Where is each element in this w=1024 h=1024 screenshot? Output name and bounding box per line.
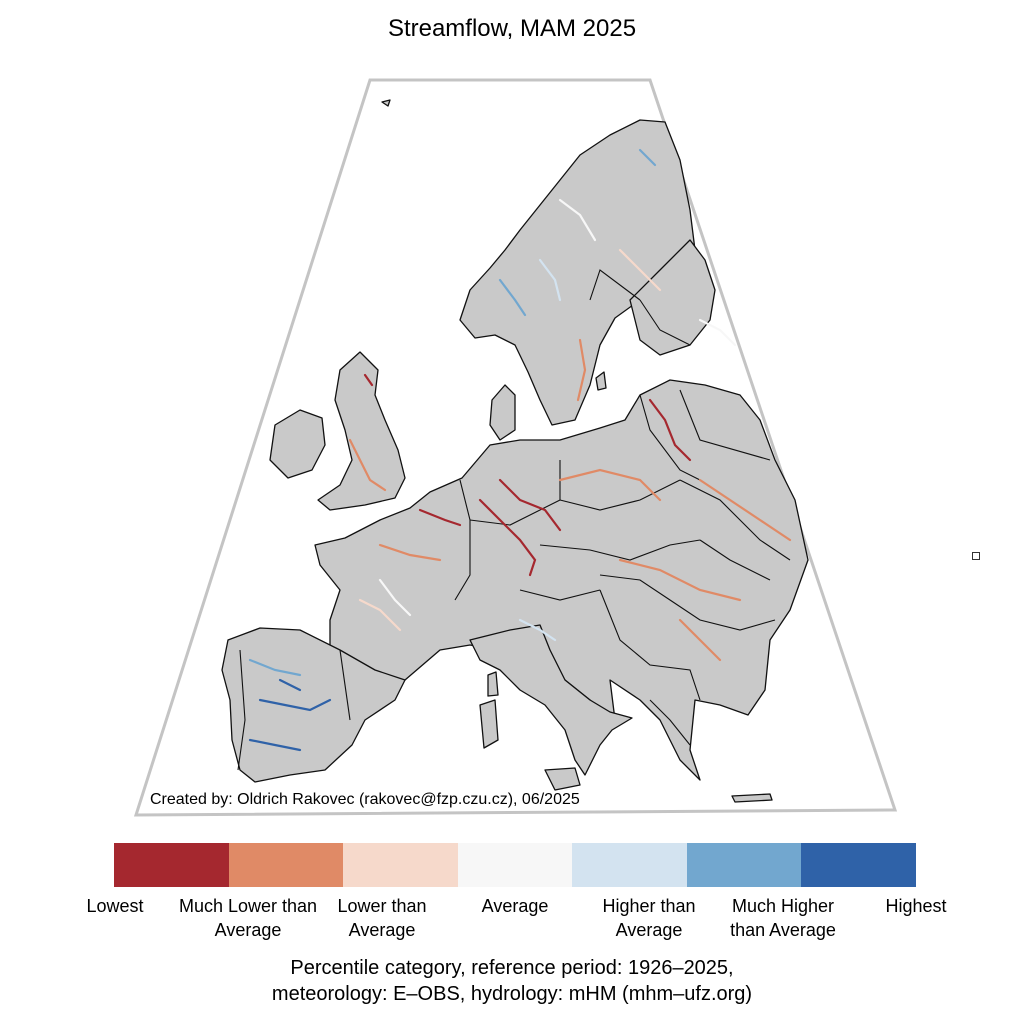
map-credit: Created by: Oldrich Rakovec (rakovec@fzp.czu.cz), 06/2025 [150,791,580,808]
map-title: Streamflow, MAM 2025 [387,15,637,42]
caption-line-1: Percentile category, reference period: 1926–2025, [290,957,734,979]
legend-label-lower: Lower than Average [337,896,427,940]
legend-swatch-much-higher [687,843,802,887]
legend-label-much-lower: Much Lower than Average [178,896,318,940]
crete-land [732,794,772,802]
legend-swatch-highest [801,843,916,887]
legend-swatch-lower [343,843,458,887]
legend-label-much-higher: Much Higher than Average [730,896,836,940]
caption-line-2: meteorology: E–OBS, hydrology: mHM (mhm–ufz.org) [271,983,753,1005]
legend-label-average: Average [481,896,549,916]
corsica-land [488,672,498,696]
sardinia-land [480,700,498,748]
legend-label-highest: Highest [885,896,947,916]
legend-swatch-lowest [114,843,229,887]
small-square-marker [972,552,980,560]
legend-caption [0,955,1024,1007]
legend-colorbar [114,843,916,887]
legend-label-higher: Higher than Average [602,896,696,940]
legend-swatch-much-lower [229,843,344,887]
legend-swatch-average [458,843,573,887]
legend-swatch-higher [572,843,687,887]
legend-label-lowest: Lowest [86,896,144,916]
